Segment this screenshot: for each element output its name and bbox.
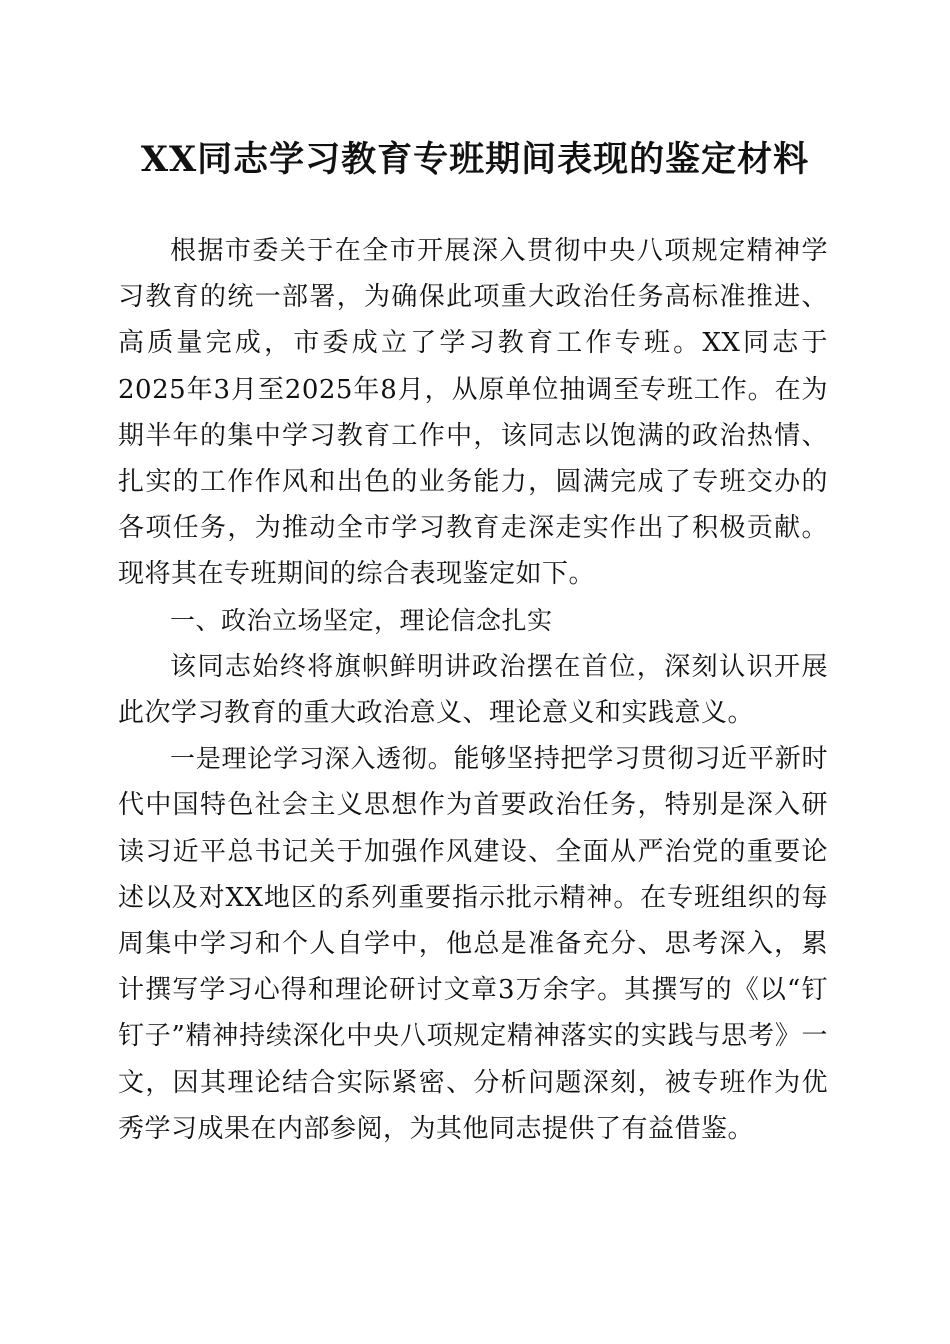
document-title: XX同志学习教育专班期间表现的鉴定材料 (140, 139, 810, 180)
item-paragraph (118, 736, 828, 1152)
document-body (118, 228, 828, 1152)
item-body-text: 能够坚持把学习贯彻习近平新时代中国特色社会主义思想作为首要政治任务，特别是深入研读习近平总书记关于加强作风建设、全面从严治党的重要论述以及对XX地区的系列重要指示批示精神。在专班组织的每周集中学习和个人自学中，他总是准备充分、思考深入，累计撰写学习心得和理论研讨文章3万余字。其撰写的《以“钉钉子”精神持续深化中央八项规定精神落实的实践与思考》一文，因其理论结合实际紧密、分析问题深刻，被专班作为优秀学习成果在内部参阅，为其他同志提供了有益借鉴。 (118, 744, 828, 1144)
intro-paragraph: 根据市委关于在全市开展深入贯彻中央八项规定精神学习教育的统一部署，为确保此项重大政治任务高标准推进、高质量完成，市委成立了学习教育工作专班。XX同志于2025年3月至2025年8月，从原单位抽调至专班工作。在为期半年的集中学习教育工作中，该同志以饱满的政治热情、扎实的工作作风和出色的业务能力，圆满完成了专班交办的各项任务，为推动全市学习教育走深走实作出了积极贡献。现将其在专班期间的综合表现鉴定如下。 (118, 236, 828, 590)
section-heading: 一、政治立场坚定，理论信念扎实 (170, 605, 553, 635)
item-lead-text: 一是理论学习深入透彻。 (170, 744, 454, 774)
section-summary-paragraph: 该同志始终将旗帜鲜明讲政治摆在首位，深刻认识开展此次学习教育的重大政治意义、理论意义和实践意义。 (118, 651, 828, 729)
